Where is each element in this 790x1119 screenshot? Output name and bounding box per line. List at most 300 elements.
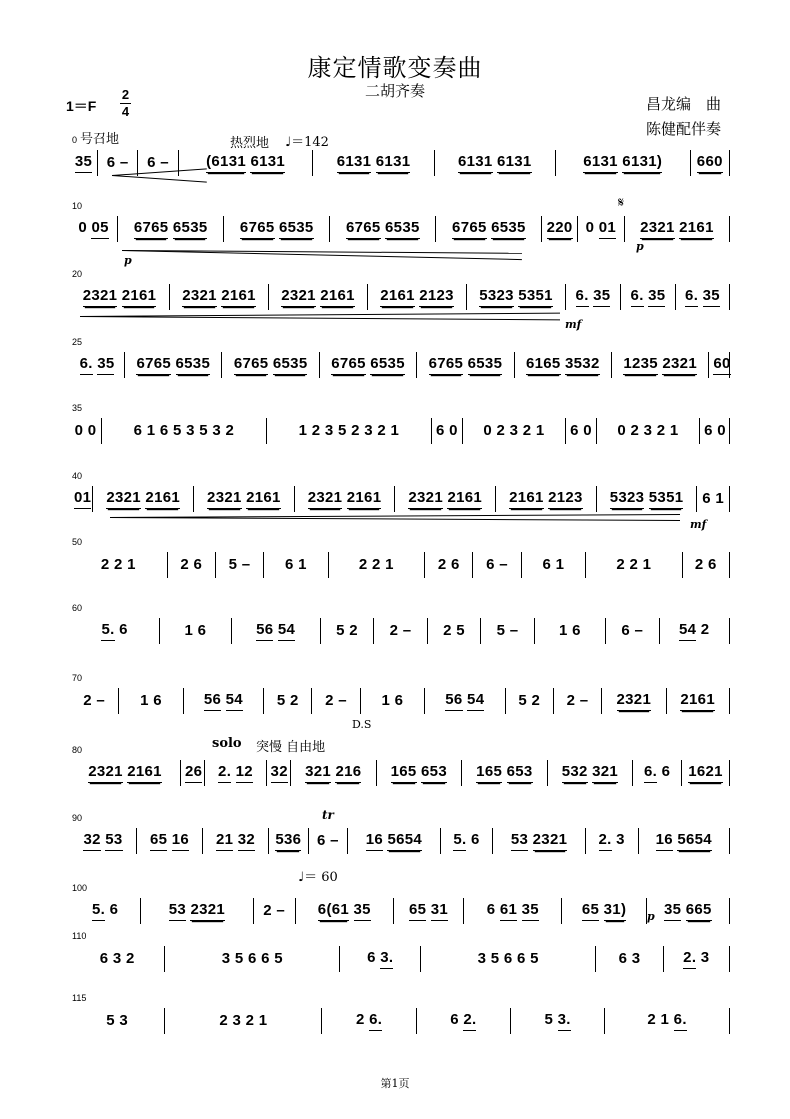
- note-group: 2321: [88, 763, 123, 783]
- measure-notes: [318, 901, 371, 921]
- measure-notes: [443, 622, 465, 641]
- measure: [434, 150, 555, 176]
- measure-notes: [219, 1012, 267, 1031]
- note-group: 1: [127, 555, 136, 573]
- measure: [169, 284, 268, 310]
- note-group: 6: [99, 949, 109, 967]
- note-group: 6535: [176, 355, 211, 375]
- measure-notes: [697, 153, 723, 173]
- measure-notes: [325, 692, 347, 711]
- measure: [463, 898, 561, 924]
- note-group: 5: [274, 949, 283, 967]
- measure-notes: [429, 355, 503, 375]
- segno-marking: 𝄋: [618, 195, 625, 211]
- measure: [541, 216, 576, 242]
- note-group: 6535: [468, 355, 503, 375]
- measure: [431, 418, 462, 444]
- measure-number: 80: [72, 745, 83, 755]
- note-group: 32: [83, 831, 100, 851]
- note-group: 3: [616, 831, 625, 848]
- note-group: 6: [517, 949, 526, 967]
- measure-notes: [631, 287, 666, 307]
- measure-notes: [683, 949, 709, 969]
- note-group: 5.: [92, 901, 105, 921]
- note-group: 5.: [453, 831, 466, 851]
- measure: [514, 352, 611, 378]
- note-group: 6: [197, 621, 207, 639]
- note-group: 1: [535, 421, 545, 439]
- note-group: 56: [204, 691, 221, 711]
- note-group: 2161: [320, 287, 355, 307]
- measure: [329, 216, 435, 242]
- measure-notes: [408, 489, 482, 509]
- measure-notes: [640, 219, 714, 239]
- note-group: 6765: [429, 355, 464, 375]
- measure-notes: [559, 622, 581, 641]
- accompaniment-credit: 陈健配伴奏: [646, 120, 722, 138]
- note-group: 6131: [497, 153, 532, 173]
- measure-notes: [695, 556, 717, 575]
- measure-notes: [664, 901, 712, 921]
- measure: [663, 946, 730, 972]
- note-group: 6: [450, 555, 460, 573]
- time-signature: [120, 88, 131, 119]
- measure-notes: [656, 831, 712, 851]
- measure: [215, 552, 263, 578]
- score-system: [70, 471, 730, 512]
- measure-notes: [610, 489, 684, 509]
- measure: [462, 418, 565, 444]
- note-group: 2321: [533, 831, 568, 851]
- note-group: 2321: [640, 219, 675, 239]
- measure: [577, 216, 624, 242]
- measure-notes: [222, 950, 283, 969]
- measure-notes: [497, 622, 519, 641]
- note-group: 5: [490, 949, 500, 967]
- measure-notes: [547, 219, 573, 239]
- note-group: 6(61: [318, 901, 349, 921]
- measure-notes: [390, 622, 412, 641]
- measure-notes: [336, 622, 358, 641]
- measure-notes: [150, 831, 189, 851]
- note-group: 2: [263, 901, 272, 919]
- note-group: 6: [572, 621, 581, 639]
- measure-number: 100: [72, 883, 88, 893]
- note-group: 1: [140, 691, 149, 709]
- measure-notes: [180, 556, 202, 575]
- note-group: 6535: [279, 219, 314, 239]
- note-group: 6.: [674, 1011, 687, 1031]
- measure-notes: [679, 621, 709, 641]
- note-group: 3: [477, 949, 487, 967]
- measure: [347, 828, 439, 854]
- note-group: 1: [258, 1011, 268, 1029]
- tempo-marking-2: ♩＝ 60: [298, 870, 338, 885]
- note-group: 2: [443, 621, 452, 639]
- note-group: 5351: [518, 287, 553, 307]
- note-group: 2: [566, 691, 576, 709]
- measure-notes: [518, 692, 540, 711]
- measure: [312, 150, 433, 176]
- note-group: –: [96, 691, 106, 709]
- measure-notes: [106, 1012, 128, 1031]
- note-group: 0: [583, 421, 592, 439]
- measure-notes: [305, 763, 361, 783]
- measure-number: 50: [72, 537, 83, 547]
- measure-notes: [623, 355, 697, 375]
- measure-notes: [204, 691, 243, 711]
- note-group: 6535: [385, 219, 420, 239]
- measure: [638, 828, 730, 854]
- note-group: 5: [106, 1011, 115, 1029]
- measure: [547, 760, 633, 786]
- note-group: 2: [531, 691, 541, 709]
- note-group: 2: [647, 1011, 657, 1028]
- note-group: 01: [599, 219, 616, 239]
- note-group: 5: [336, 621, 345, 639]
- note-group: 6: [704, 421, 713, 439]
- note-group: 2: [100, 555, 110, 573]
- system-row: [70, 883, 730, 924]
- measure: [466, 284, 565, 310]
- measure-notes: [140, 692, 162, 711]
- note-group: 6: [621, 621, 631, 639]
- measure-notes: [586, 219, 616, 239]
- measure: [164, 1008, 321, 1034]
- measure-notes: [644, 763, 670, 783]
- note-group: 653: [507, 763, 533, 783]
- score-system: [70, 603, 730, 644]
- note-group: 2.: [218, 763, 231, 783]
- note-group: –: [241, 555, 251, 573]
- note-group: 2.: [683, 949, 696, 969]
- measure-notes: [438, 556, 460, 575]
- note-group: 31: [431, 901, 448, 921]
- measure: [101, 418, 266, 444]
- measure-number: 10: [72, 201, 83, 211]
- score-subtitle: 二胡齐奏: [364, 82, 425, 100]
- measure: [137, 150, 177, 176]
- note-group: 6535: [173, 219, 208, 239]
- note-group: 6535: [491, 219, 526, 239]
- note-group: 6: [147, 153, 156, 171]
- note-group: 35: [522, 901, 539, 921]
- note-group: 2: [700, 621, 710, 638]
- note-group: 1: [385, 555, 394, 573]
- note-group: –: [634, 621, 644, 639]
- measure: [193, 486, 294, 512]
- measure: [202, 828, 268, 854]
- measure: [70, 931, 164, 972]
- note-group: 6: [707, 555, 717, 573]
- measure-notes: [476, 763, 532, 783]
- measure: [70, 269, 169, 310]
- solo-text: 突慢 自由地: [256, 740, 326, 755]
- note-group: 2321: [83, 287, 118, 307]
- note-group: 2.: [599, 831, 612, 851]
- measure: [180, 760, 204, 786]
- note-group: 2161: [447, 489, 482, 509]
- note-group: 220: [547, 219, 573, 239]
- note-group: 2: [225, 421, 235, 439]
- note-group: 6765: [234, 355, 269, 375]
- note-group: 2161: [680, 691, 715, 711]
- system-row: [70, 603, 730, 644]
- measure: [70, 135, 97, 176]
- note-group: 2: [694, 555, 704, 573]
- note-group: 2: [325, 691, 334, 709]
- measure: [360, 688, 424, 714]
- note-group: 532: [562, 763, 588, 783]
- measure: [553, 688, 601, 714]
- note-group: 53: [169, 901, 186, 921]
- note-group: 6: [109, 901, 119, 918]
- measure: [659, 618, 730, 644]
- measure-notes: [346, 219, 420, 239]
- note-group: 1: [146, 421, 156, 439]
- measure: [263, 688, 311, 714]
- note-group: 6131: [458, 153, 493, 173]
- note-group: 2161: [145, 489, 180, 509]
- note-group: 3: [186, 421, 195, 439]
- measure: [632, 760, 681, 786]
- measure-notes: [702, 490, 724, 509]
- note-group: 35: [703, 287, 720, 307]
- note-group: 1: [390, 421, 400, 439]
- note-group: 2321: [190, 901, 225, 921]
- measure: [699, 418, 730, 444]
- note-group: 2321: [281, 287, 316, 307]
- note-group: 01: [74, 489, 91, 509]
- measure: [140, 898, 252, 924]
- measure-notes: [74, 489, 91, 509]
- measure-notes: [136, 355, 210, 375]
- note-group: 2: [113, 555, 123, 573]
- note-group: 2321: [106, 489, 141, 509]
- note-group: 6: [503, 949, 513, 967]
- measure-notes: [184, 622, 206, 641]
- note-group: 6131: [583, 153, 618, 173]
- measure-notes: [487, 901, 539, 921]
- note-group: 5: [544, 1011, 554, 1028]
- measure: [164, 946, 339, 972]
- note-group: 2161: [127, 763, 162, 783]
- note-group: 3: [324, 421, 334, 439]
- system-row: [70, 673, 730, 714]
- measure-notes: [106, 489, 180, 509]
- measure: [221, 352, 318, 378]
- note-group: 2: [180, 555, 189, 573]
- score-title: 康定情歌变奏曲: [307, 54, 483, 82]
- fermata-text: 热烈地: [230, 136, 270, 151]
- measure: [373, 618, 427, 644]
- measure-notes: [704, 422, 726, 441]
- measure: [320, 618, 374, 644]
- note-group: 35: [75, 153, 92, 173]
- note-group: 6765: [136, 355, 171, 375]
- measure: [183, 688, 263, 714]
- note-group: 0: [483, 421, 493, 439]
- note-group: 6.: [644, 763, 657, 783]
- measure-notes: [570, 422, 592, 441]
- measure: [321, 1008, 415, 1034]
- note-group: 2: [371, 555, 381, 573]
- note-group: 2161: [246, 489, 281, 509]
- measure-notes: [75, 153, 92, 173]
- note-group: 6: [661, 763, 671, 780]
- measure-notes: [486, 556, 508, 575]
- note-group: –: [119, 153, 129, 171]
- measure: [70, 745, 180, 786]
- note-group: 2: [389, 621, 399, 639]
- measure: [268, 284, 367, 310]
- measure: [204, 760, 265, 786]
- note-group: 32: [238, 831, 255, 851]
- note-group: 5: [518, 691, 527, 709]
- note-group: 653: [421, 763, 447, 783]
- note-group: 6: [394, 691, 404, 709]
- measure-notes: [299, 422, 400, 441]
- note-group: –: [499, 555, 508, 573]
- measure-number: 0: [72, 135, 78, 145]
- note-group: 1: [381, 691, 391, 709]
- note-group: 6: [153, 691, 162, 709]
- measure: [596, 486, 697, 512]
- note-group: 6.: [369, 1011, 382, 1031]
- note-group: 2: [351, 421, 360, 439]
- measure-notes: [617, 691, 652, 711]
- measure-notes: [647, 1011, 686, 1031]
- note-group: 65: [150, 831, 167, 851]
- score-system: [70, 403, 730, 444]
- note-group: 6.: [80, 355, 93, 375]
- measure: [708, 352, 730, 378]
- measure: [435, 216, 541, 242]
- measure-notes: [83, 287, 157, 307]
- measure-notes: [147, 154, 169, 173]
- note-group: 0: [449, 421, 458, 439]
- measure-notes: [83, 692, 105, 711]
- note-group: 56: [445, 691, 462, 711]
- measure-notes: [562, 763, 618, 783]
- measure: [565, 418, 596, 444]
- note-group: 54: [467, 691, 484, 711]
- note-group: 35: [664, 901, 681, 921]
- page-footer: 第1页: [380, 1077, 410, 1090]
- note-group: 5: [530, 949, 539, 967]
- measure: [70, 537, 167, 578]
- measure-notes: [582, 901, 626, 921]
- note-group: 54: [226, 691, 243, 711]
- measure-number: 70: [72, 673, 83, 683]
- measure: [70, 403, 101, 444]
- note-group: 0: [617, 421, 627, 439]
- note-group: 6: [193, 555, 203, 573]
- note-group: 3: [232, 1011, 242, 1029]
- measure-notes: [445, 691, 484, 711]
- measure-notes: [83, 831, 122, 851]
- note-group: 2: [358, 555, 368, 573]
- system-row: [70, 403, 730, 444]
- score-system: [70, 269, 730, 310]
- note-group: 12: [236, 763, 253, 783]
- note-group: 6: [702, 489, 711, 507]
- measure: [290, 760, 376, 786]
- note-group: 1: [669, 421, 679, 439]
- score-system: [70, 931, 730, 972]
- measure-notes: [317, 832, 339, 851]
- measure-number: 90: [72, 813, 83, 823]
- note-group: 5: [338, 421, 347, 439]
- note-group: 5: [228, 555, 238, 573]
- measure: [367, 284, 466, 310]
- measure-notes: [134, 422, 235, 441]
- dynamic-mf-1: mf: [565, 318, 582, 331]
- note-group: 65: [409, 901, 426, 921]
- measure-notes: [450, 1011, 476, 1031]
- note-group: 54: [278, 621, 295, 641]
- system-row: [70, 201, 730, 242]
- note-group: 2321: [408, 489, 443, 509]
- note-group: 6: [436, 421, 445, 439]
- measure: [70, 883, 140, 924]
- measure-notes: [207, 489, 281, 509]
- note-group: 6: [261, 949, 270, 967]
- measure-number: 35: [72, 403, 83, 413]
- measure-notes: [458, 153, 532, 173]
- note-group: 6765: [452, 219, 487, 239]
- note-group: –: [330, 831, 339, 849]
- measure: [253, 898, 295, 924]
- measure-notes: [337, 153, 411, 173]
- measure: [97, 150, 137, 176]
- meter-bottom: 4: [121, 104, 130, 119]
- note-group: 2161: [679, 219, 714, 239]
- system-row: [70, 337, 731, 378]
- note-group: 6131: [337, 153, 372, 173]
- measure: [427, 618, 481, 644]
- score-system: [70, 537, 730, 578]
- note-group: 6765: [331, 355, 366, 375]
- measure: [682, 552, 730, 578]
- measure-number: 20: [72, 269, 83, 279]
- measure: [565, 284, 620, 310]
- measure-notes: [509, 489, 583, 509]
- note-group: 321: [305, 763, 331, 783]
- note-group: 321: [592, 763, 618, 783]
- measure: [394, 486, 495, 512]
- note-group: 6: [542, 555, 552, 573]
- measure-notes: [483, 422, 544, 441]
- note-group: 2: [349, 621, 358, 639]
- note-group: 16: [656, 831, 673, 851]
- measure-notes: [78, 219, 108, 239]
- measure-notes: [621, 622, 643, 641]
- note-group: 6165: [526, 355, 561, 375]
- note-group: 60: [713, 355, 730, 375]
- measure: [136, 828, 202, 854]
- measure-notes: [616, 556, 651, 575]
- measure: [624, 216, 730, 242]
- note-group: 165: [476, 763, 502, 783]
- measure: [420, 946, 595, 972]
- note-group: 6: [106, 153, 116, 171]
- note-group: 2: [496, 421, 506, 439]
- measure-notes: [391, 763, 447, 783]
- note-group: 2: [245, 1011, 255, 1029]
- measure-notes: [688, 763, 723, 783]
- note-group: 1: [298, 555, 307, 573]
